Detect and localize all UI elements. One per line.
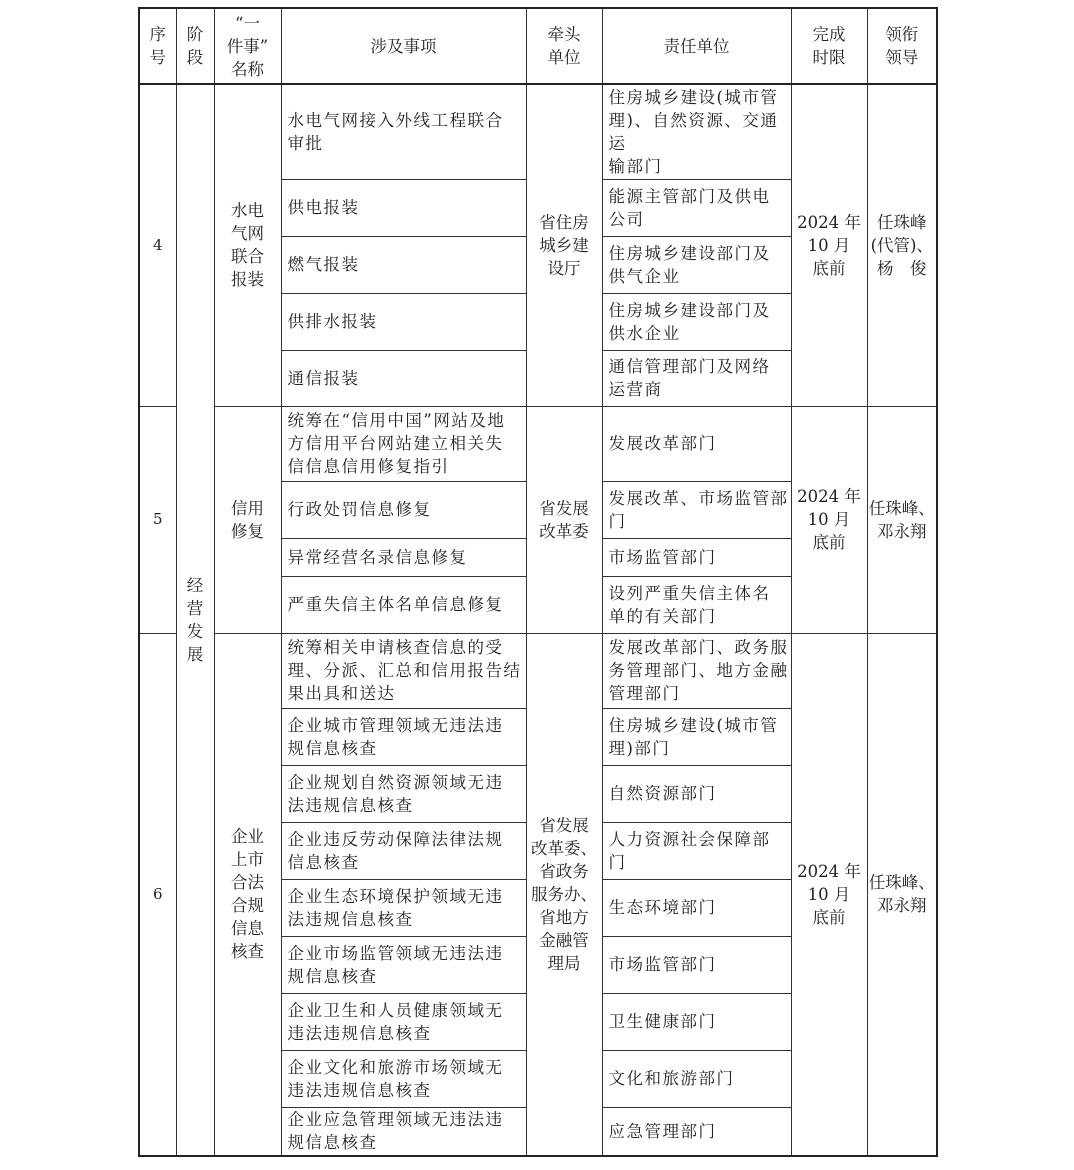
leader: 任珠峰、 邓永翔	[867, 633, 937, 1156]
item-cell: 统筹相关申请核查信息的受 理、分派、汇总和信用报告结 果出具和送达	[281, 633, 526, 708]
responsible-unit: 住房城乡建设部门及 供气企业	[602, 236, 791, 293]
deadline: 2024 年 10 月 底前	[791, 633, 867, 1156]
responsible-unit: 文化和旅游部门	[602, 1050, 791, 1107]
task-table	[138, 7, 938, 1157]
item-cell: 供电报装	[281, 179, 526, 236]
header-leader: 领衔 领导	[867, 8, 937, 84]
responsible-unit: 住房城乡建设部门及 供水企业	[602, 293, 791, 350]
table-row	[139, 406, 937, 481]
deadline: 2024 年 10 月 底前	[791, 406, 867, 633]
row-number: 6	[139, 633, 176, 1156]
row-number: 4	[139, 84, 176, 406]
item-cell: 严重失信主体名单信息修复	[281, 576, 526, 633]
header-lead: 牵头 单位	[526, 8, 602, 84]
lead-unit: 省发展 改革委、 省政务 服务办、 省地方 金融管 理局	[526, 633, 602, 1156]
item-cell: 企业应急管理领域无违法违 规信息核查	[281, 1107, 526, 1156]
item-cell: 供排水报装	[281, 293, 526, 350]
item-cell: 行政处罚信息修复	[281, 481, 526, 538]
responsible-unit: 发展改革、市场监管部 门	[602, 481, 791, 538]
responsible-unit: 通信管理部门及网络 运营商	[602, 350, 791, 406]
item-cell: 企业市场监管领域无违法违 规信息核查	[281, 936, 526, 993]
table-row	[139, 633, 937, 708]
responsible-unit: 能源主管部门及供电 公司	[602, 179, 791, 236]
responsible-unit: 住房城乡建设(城市管 理)部门	[602, 708, 791, 765]
responsible-unit: 自然资源部门	[602, 765, 791, 822]
responsible-unit: 生态环境部门	[602, 879, 791, 936]
leader: 任珠峰 (代管)、 杨 俊	[867, 84, 937, 406]
task-name: 企业 上市 合法 合规 信息 核查	[214, 633, 281, 1156]
header-stage: 阶 段	[176, 8, 214, 84]
item-cell: 企业文化和旅游市场领域无 违法违规信息核查	[281, 1050, 526, 1107]
item-cell: 企业生态环境保护领域无违 法违规信息核查	[281, 879, 526, 936]
responsible-unit: 发展改革部门、政务服 务管理部门、地方金融 管理部门	[602, 633, 791, 708]
responsible-unit: 应急管理部门	[602, 1107, 791, 1156]
item-cell: 燃气报装	[281, 236, 526, 293]
item-cell: 通信报装	[281, 350, 526, 406]
leader: 任珠峰、 邓永翔	[867, 406, 937, 633]
stage-cell: 经 营 发 展	[176, 84, 214, 1156]
task-name: 水电 气网 联合 报装	[214, 84, 281, 406]
lead-unit: 省住房 城乡建 设厅	[526, 84, 602, 406]
responsible-unit: 市场监管部门	[602, 538, 791, 576]
responsible-unit: 市场监管部门	[602, 936, 791, 993]
item-cell: 异常经营名录信息修复	[281, 538, 526, 576]
item-cell: 企业规划自然资源领域无违 法违规信息核查	[281, 765, 526, 822]
lead-unit: 省发展 改革委	[526, 406, 602, 633]
item-cell: 水电气网接入外线工程联合 审批	[281, 84, 526, 179]
task-name: 信用 修复	[214, 406, 281, 633]
responsible-unit: 设列严重失信主体名 单的有关部门	[602, 576, 791, 633]
row-number: 5	[139, 406, 176, 633]
deadline: 2024 年 10 月 底前	[791, 84, 867, 406]
responsible-unit: 发展改革部门	[602, 406, 791, 481]
header-resp: 责任单位	[602, 8, 791, 84]
header-deadline: 完成 时限	[791, 8, 867, 84]
header-items: 涉及事项	[281, 8, 526, 84]
header-name: “一 件事” 名称	[214, 8, 281, 84]
item-cell: 统筹在“信用中国”网站及地 方信用平台网站建立相关失 信信息信用修复指引	[281, 406, 526, 481]
responsible-unit: 卫生健康部门	[602, 993, 791, 1050]
responsible-unit: 住房城乡建设(城市管 理)、自然资源、交通运 输部门	[602, 84, 791, 179]
table-row	[139, 84, 937, 179]
header-no: 序 号	[139, 8, 176, 84]
header-row	[139, 8, 937, 84]
responsible-unit: 人力资源社会保障部 门	[602, 822, 791, 879]
item-cell: 企业卫生和人员健康领域无 违法违规信息核查	[281, 993, 526, 1050]
item-cell: 企业城市管理领域无违法违 规信息核查	[281, 708, 526, 765]
item-cell: 企业违反劳动保障法律法规 信息核查	[281, 822, 526, 879]
